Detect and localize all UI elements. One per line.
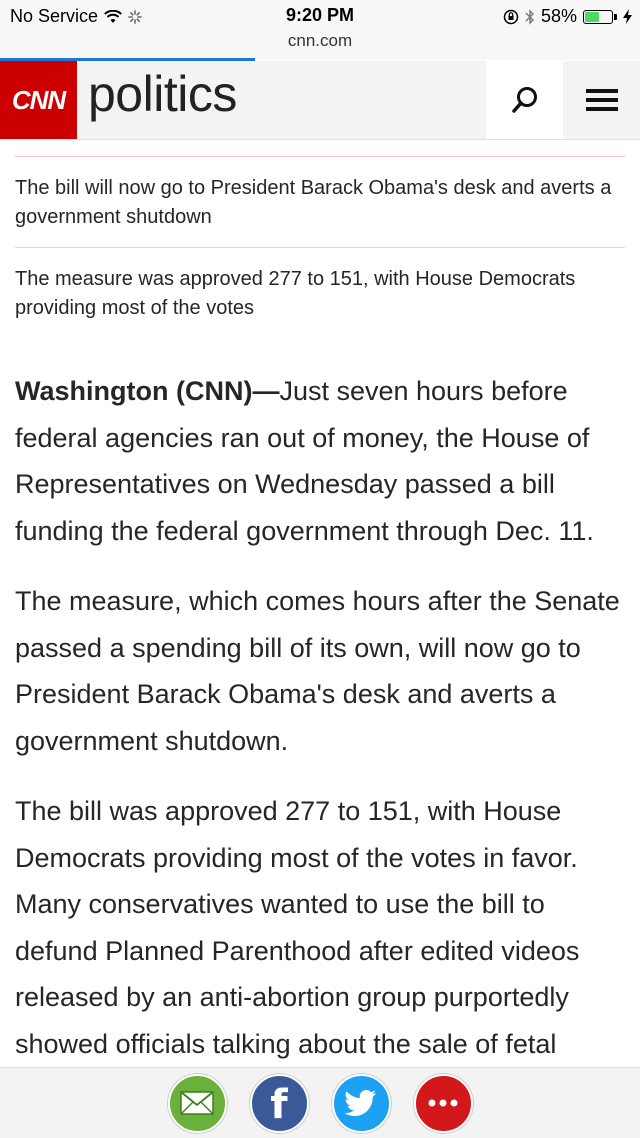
menu-icon [586, 88, 618, 112]
email-share-button[interactable] [168, 1074, 227, 1133]
search-button[interactable] [486, 61, 563, 139]
cnn-logo[interactable]: CNN [0, 61, 77, 139]
battery-percent: 58% [540, 6, 577, 26]
rotation-lock-icon [503, 9, 519, 25]
article-body [15, 368, 630, 1091]
status-right [503, 6, 632, 27]
site-header [0, 61, 640, 140]
carrier-label: No Service [10, 6, 99, 26]
more-icon [428, 1099, 458, 1107]
url-bar[interactable]: cnn.com [287, 31, 353, 50]
twitter-share-button[interactable] [332, 1074, 391, 1133]
dateline-separator: — [252, 376, 280, 406]
email-icon [180, 1091, 214, 1115]
article-paragraph [15, 368, 630, 554]
battery-tip [614, 14, 617, 20]
battery-fill [585, 12, 599, 22]
status-bar [0, 0, 640, 60]
clock: 9:20 PM [285, 5, 355, 25]
share-bar [0, 1067, 640, 1138]
battery-icon [583, 10, 613, 24]
highlights-top-rule [15, 156, 625, 157]
article-paragraph: The measure, which comes hours after the Senate passed a spending bill of its own, will now go to President Barack Obama's desk and averts a government shutdown. [15, 586, 620, 756]
menu-button[interactable] [563, 61, 640, 139]
dateline: Washington (CNN) [15, 376, 253, 406]
article-paragraph: The bill was approved 277 to 151, with House Democrats providing most of the votes in favor. Many conservatives wanted to use the bill to defund Planned Parenthood after edited videos released by an anti-abortion group purportedly showed officials talking about the sale of fetal [15, 796, 580, 1059]
story-highlight: The measure was approved 277 to 151, with House Democrats providing most of the votes [15, 268, 576, 319]
paragraph-text: Just seven hours before federal agencies ran out of money, the House of Representatives on Wednesday passed a bill funding the federal government through Dec. 11. [15, 376, 594, 546]
twitter-icon [345, 1089, 377, 1117]
bluetooth-icon [525, 9, 535, 25]
facebook-share-button[interactable] [250, 1074, 309, 1133]
story-highlight: The bill will now go to President Barack Obama's desk and averts a government shutdown [15, 177, 612, 228]
charging-bolt-icon [623, 9, 632, 24]
more-share-button[interactable] [414, 1074, 473, 1133]
highlight-divider [15, 247, 625, 248]
facebook-icon: f [270, 1082, 288, 1128]
search-icon [510, 85, 540, 115]
section-title[interactable]: politics [88, 66, 237, 122]
